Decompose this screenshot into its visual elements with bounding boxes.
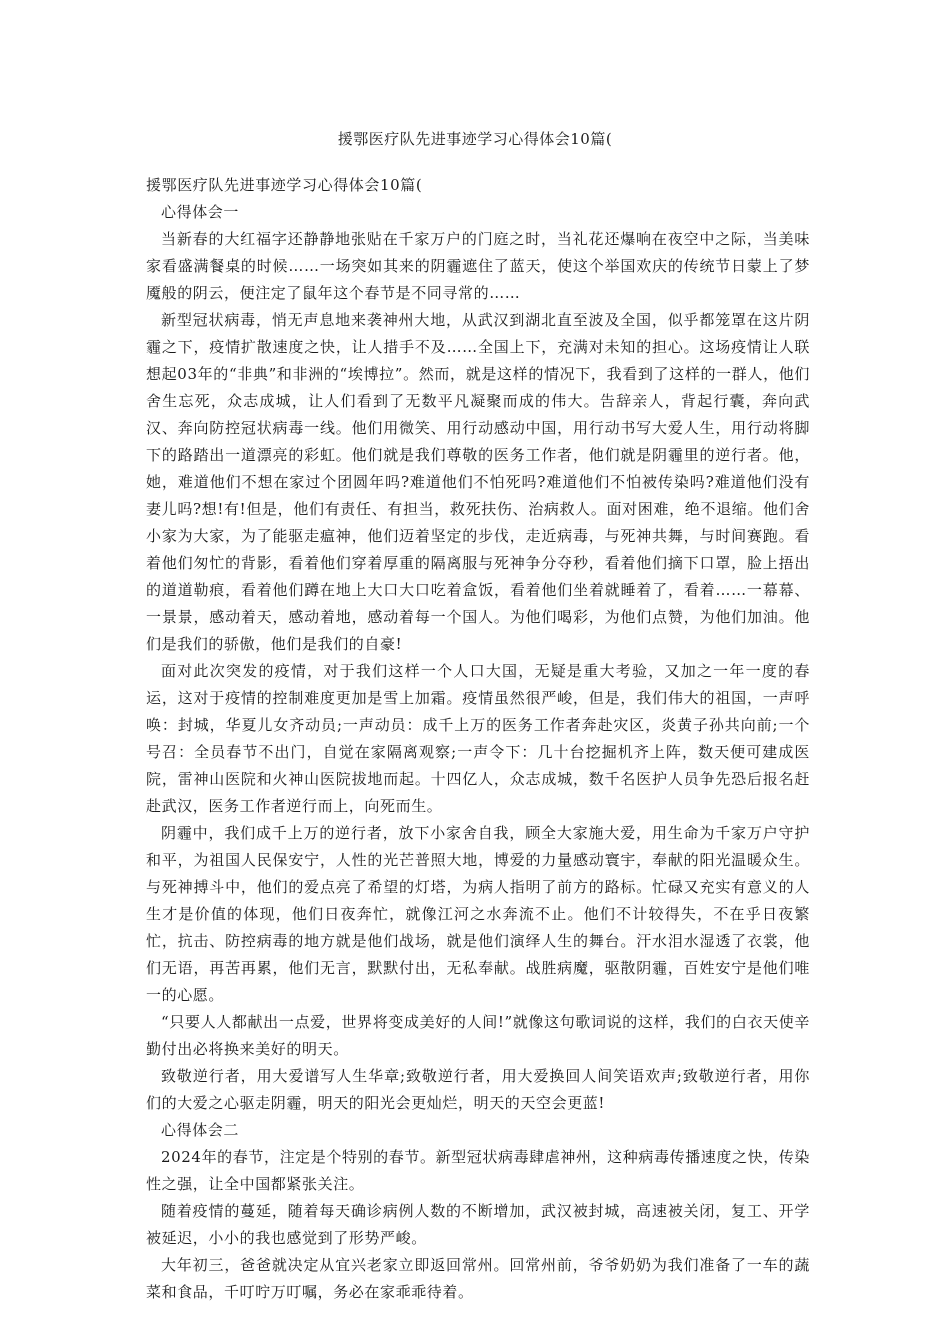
document-title: 援鄂医疗队先进事迹学习心得体会10篇(: [337, 130, 613, 148]
section-heading: 心得体会一: [161, 203, 240, 221]
body-paragraph: 大年初三，爸爸就决定从宜兴老家立即返回常州。回常州前，爷爷奶奶为我们准备了一车的蔬菜和食品，千叮咛万叮嘱，务必在家乖乖待着。: [146, 1256, 810, 1301]
body-paragraph: 面对此次突发的疫情，对于我们这样一个人口大国，无疑是重大考验，又加之一年一度的春运，这对于疫情的控制难度更加是雪上加霜。疫情虽然很严峻，但是，我们伟大的祖国，一声呼唤：封城，华夏儿女齐动员;一声动员：成千上万的医务工作者奔赴灾区，炎黄子孙共向前;一个号召：全员春节不出门，自觉在家隔离观察;一声令下：几十台挖掘机齐上阵，数天便可建成医院，雷神山医院和火神山医院拔地而起。十四亿人，众志成城，数千名医护人员争先恐后报名赶赴武汉，医务工作者逆行而上，向死而生。: [146, 662, 810, 815]
body-paragraph: 当新春的大红福字还静静地张贴在千家万户的门庭之时，当礼花还爆响在夜空中之际，当美味家看盛满餐桌的时候……一场突如其来的阴霾遮住了蓝天，使这个举国欢庆的传统节日蒙上了梦魇般的阴云，便注定了鼠年这个春节是不同寻常的……: [146, 230, 810, 302]
document-body: [146, 172, 810, 1306]
body-paragraph: 致敬逆行者，用大爱谱写人生华章;致敬逆行者，用大爱换回人间笑语欢声;致敬逆行者，用你们的大爱之心驱走阴霾，明天的阳光会更灿烂，明天的天空会更蓝!: [146, 1067, 810, 1112]
section-heading: 心得体会二: [161, 1121, 240, 1139]
document-subtitle: 援鄂医疗队先进事迹学习心得体会10篇(: [146, 176, 423, 194]
body-paragraph: 随着疫情的蔓延，随着每天确诊病例人数的不断增加，武汉被封城，高速被关闭，复工、开学被延迟，小小的我也感觉到了形势严峻。: [146, 1202, 810, 1247]
body-paragraph: “只要人人都献出一点爱，世界将变成美好的人间!”就像这句歌词说的这样，我们的白衣天使辛勤付出必将换来美好的明天。: [146, 1013, 810, 1058]
body-paragraph: 阴霾中，我们成千上万的逆行者，放下小家舍自我，顾全大家施大爱，用生命为千家万户守护和平，为祖国人民保安宁，人性的光芒普照大地，博爱的力量感动寰宇，奉献的阳光温暖众生。与死神搏斗中，他们的爱点亮了希望的灯塔，为病人指明了前方的路标。忙碌又充实有意义的人生才是价值的体现，他们日夜奔忙，就像江河之水奔流不止。他们不计较得失，不在乎日夜繁忙，抗击、防控病毒的地方就是他们战场，就是他们演绎人生的舞台。汗水泪水湿透了衣裳，他们无语，再苦再累，他们无言，默默付出，无私奉献。战胜病魔，驱散阴霾，百姓安宁是他们唯一的心愿。: [146, 824, 810, 1004]
body-paragraph: 新型冠状病毒，悄无声息地来袭神州大地，从武汉到湖北直至波及全国，似乎都笼罩在这片阴霾之下，疫情扩散速度之快，让人措手不及……全国上下，充满对未知的担心。这场疫情让人联想起03年的“非典”和非洲的“埃博拉”。然而，就是这样的情况下，我看到了这样的一群人，他们舍生忘死，众志成城，让人们看到了无数平凡凝聚而成的伟大。告辞亲人，背起行囊，奔向武汉、奔向防控冠状病毒一线。他们用微笑、用行动感动中国，用行动书写大爱人生，用行动将脚下的路踏出一道漂亮的彩虹。他们就是我们尊敬的医务工作者，他们就是阴霾里的逆行者。他，她，难道他们不想在家过个团圆年吗?难道他们不怕死吗?难道他们不怕被传染吗?难道他们没有妻儿吗?想!有!但是，他们有责任、有担当，救死扶伤、治病救人。面对困难，绝不退缩。他们舍小家为大家，为了能驱走瘟神，他们迈着坚定的步伐，走近病毒，与死神共舞，与时间赛跑。看着他们匆忙的背影，看着他们穿着厚重的隔离服与死神争分夺秒，看着他们摘下口罩，脸上捂出的道道勒痕，看着他们蹲在地上大口大口吃着盒饭，看着他们坐着就睡着了，看着……一幕幕、一景景，感动着天，感动着地，感动着每一个国人。为他们喝彩，为他们点赞，为他们加油。他们是我们的骄傲，他们是我们的自豪!: [146, 311, 810, 653]
body-paragraph: 2024年的春节，注定是个特别的春节。新型冠状病毒肆虐神州，这种病毒传播速度之快，传染性之强，让全中国都紧张关注。: [146, 1148, 810, 1193]
